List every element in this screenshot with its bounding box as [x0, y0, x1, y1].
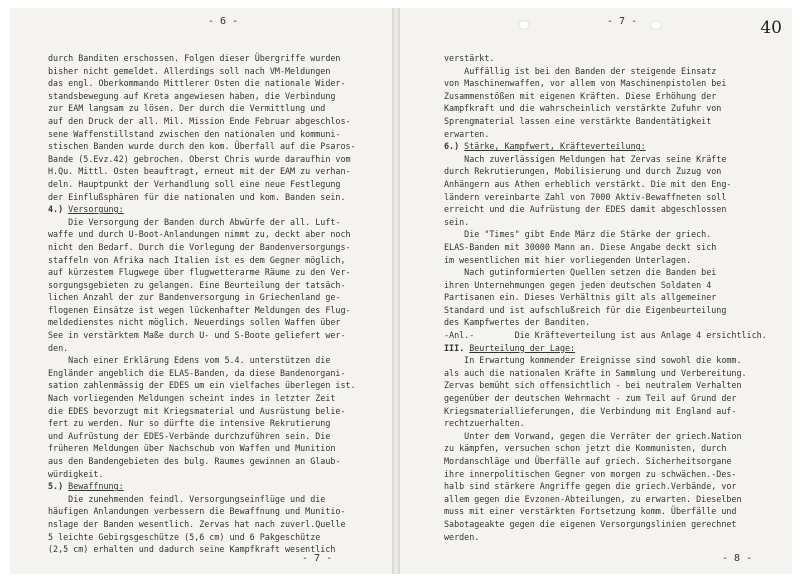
- section-heading: [444, 342, 767, 355]
- punch-hole-icon: [650, 20, 662, 30]
- section-number: III.: [444, 342, 470, 353]
- paragraph: verstärkt. Auffällig ist bei den Banden der steigende Einsatz von Maschinenwaffen, vor allem von Maschinenpistolen bei Zusammenstößen mit eigenen Kräften. Diese Erhöhung der Kampfkraft und die wahrscheinlich verstärkte Zufuhr von Sprengmaterial lassen eine verstärkte Bandentätigkeit erwarten.: [444, 53, 727, 139]
- section-number: 5.): [48, 481, 69, 492]
- paragraph: durch Banditen erschossen. Folgen dieser Übergriffe wurden bisher nicht gemeldet. Allerdings soll nach VM-Meldungen das engl. Oberkommando Mittlerer Osten die nationale Wider- standsbewegung auf Kreta angewiesen haben, die Verbindung zur EAM langsam zu lösen. Der durch die Vermittlung und auf den Druck der all. Mil. Mission Ende Februar abgeschlos- sene Waffenstillstand zwischen den nationalen und kommuni- stischen Banden wurde durch den kom. Überfall auf die Psaros- Bande (5.Evz.42) gebrochen. Oberst Chris wurde daraufhin vom H.Qu. Mittl. Osten beauftragt, erneut mit der EAM zu verhan- deln. Hauptpunkt der Verhandlung soll eine neue Festlegung der Einflußsphären für die nationalen und kom. Banden sein.: [48, 53, 356, 202]
- page-number-bottom: - 7 -: [302, 553, 333, 564]
- page-number-top: - 7 -: [607, 16, 638, 27]
- paragraph: Die zunehmenden feindl. Versorgungseinflüge und die häufigen Anlandungen verbessern die Bewaffnung und Munitio- nslage der Banden wesentlich. Zervas hat nach zuverl.Quelle 5 leichte Gebirgsgeschütze (5,6 cm) und 6 Pakgeschütze (2,5 cm) erhalten und dadurch seine Kampfkraft wesentlich: [48, 493, 346, 555]
- paragraph: Nach zuverlässigen Meldungen hat Zervas seine Kräfte durch Rekrutierungen, Mobilisierung und durch Zuzug von Anhängern aus Athen erheblich verstärkt. Die mit den Eng- ländern vereinbarte Zahl von 7000 Aktiv-Bewaffneten soll erreicht und die Aufrüstung der EDES damit abgeschlossen sein.: [444, 153, 732, 227]
- section-heading: [444, 140, 767, 153]
- book-spine: [392, 8, 400, 574]
- page-number-bottom: - 8 -: [722, 553, 753, 564]
- archive-number: 40: [760, 18, 782, 38]
- left-page: [10, 8, 392, 574]
- section-heading: [48, 203, 356, 216]
- punch-hole-icon: [518, 20, 530, 30]
- paragraph: Unter dem Vorwand, gegen die Verräter der griech.Nation zu kämpfen, versuchen schon jetzt die Kommunisten, durch Mordanschläge und Überfälle auf griech. Sicherheitsorgane ihre innerpolitischen Gegner von morgen zu schwächen.-Des- halb sind stärkere Angriffe gegen die griech.Verbände, vor allem gegen die Evzonen-Abteilungen, zu erwarten. Dieselben muss mit einer verstärkten Fortsetzung komm. Überfälle und Sabotageakte gegen die eigenen Versorgungslinien gerechnet werden.: [444, 430, 742, 542]
- page-body: [444, 52, 767, 543]
- paragraph: Nach einer Erklärung Edens vom 5.4. unterstützen die Engländer angeblich die ELAS-Banden, da diese Bandenorgani- sation zahlenmässig der EDES um ein vielfaches überlegen ist. Nach vorliegenden Meldungen scheint indes in letzter Zeit die EDES bevorzugt mit Kriegsmaterial und Ausrüstung belie- fert zu werden. Nur so dürfte die intensive Rekrutierung und Aufrüstung der EDES-Verbände durchzuführen sein. Die früheren Meldungen über Nachschub von Waffen und Munition aus den Bandengebieten des bulg. Raumes gewinnen an Glaub- würdigkeit.: [48, 355, 356, 479]
- paragraph: Nach gutinformierten Quellen setzen die Banden bei ihren Unternehmungen gegen jeden deutschen Soldaten 4 Partisanen ein. Dieses Verhältnis gilt als allgemeiner Standard und ist aufschlußreich für die Eigenbeurteilung des Kampfwertes der Banditen.: [444, 267, 727, 328]
- section-number: 6.): [444, 141, 465, 152]
- paragraph: Die Versorgung der Banden durch Abwürfe der all. Luft- waffe und durch U-Boot-Anlandungen nimmt zu, deckt aber noch nicht den Bedarf. Durch die Vorlegung der Bandenversorgungs- staffeln von Afrika nach Italien ist es dem Gegner möglich, auf kürzestem Flugwege über flugwetterarme Räume zu den Ver- sorgungsgebieten zu gelangen. Eine Beurteilung der tatsäch- lichen Anzahl der zur Bandenversorgung in Griechenland ge- flogenen Einsätze ist wegen lückenhafter Meldungen des Flug- meldedienstes nicht möglich. Neuerdings sollen Waffen über See in verstärktem Maße durch U- und S-Boote geliefert wer- den.: [48, 216, 351, 353]
- paragraph: In Erwartung kommender Ereignisse sind sowohl die komm. als auch die nationalen Kräfte in Sammlung und Verbereitung. Zervas bemüht sich offensichtlich - bei neutralem Verhalten gegenüber der deutschen Wehrmacht - zum Teil auf Grund der Kriegsmateriallieferungen, die Verbindung mit England auf- rechtzuerhalten.: [444, 355, 747, 429]
- page-body: [48, 52, 356, 556]
- paragraph: Die "Times" gibt Ende März die Stärke der griech. ELAS-Banden mit 30000 Mann an. Diese Angabe deckt sich im wesentlichen mit hier vorliegenden Unterlagen.: [444, 229, 717, 265]
- annex-reference: -Anl.- Die Kräfteverteilung ist aus Anlage 4 ersichtlich.: [444, 330, 767, 341]
- section-title: Versorgung:: [68, 204, 124, 215]
- section-title: Stärke, Kampfwert, Kräfteverteilung:: [464, 141, 646, 152]
- right-page: [400, 8, 792, 574]
- section-number: 4.): [48, 204, 69, 215]
- page-number-top: - 6 -: [208, 16, 239, 27]
- section-title: Beurteilung der Lage:: [469, 342, 576, 353]
- section-title: Bewaffnung:: [68, 481, 124, 492]
- section-heading: [48, 480, 356, 493]
